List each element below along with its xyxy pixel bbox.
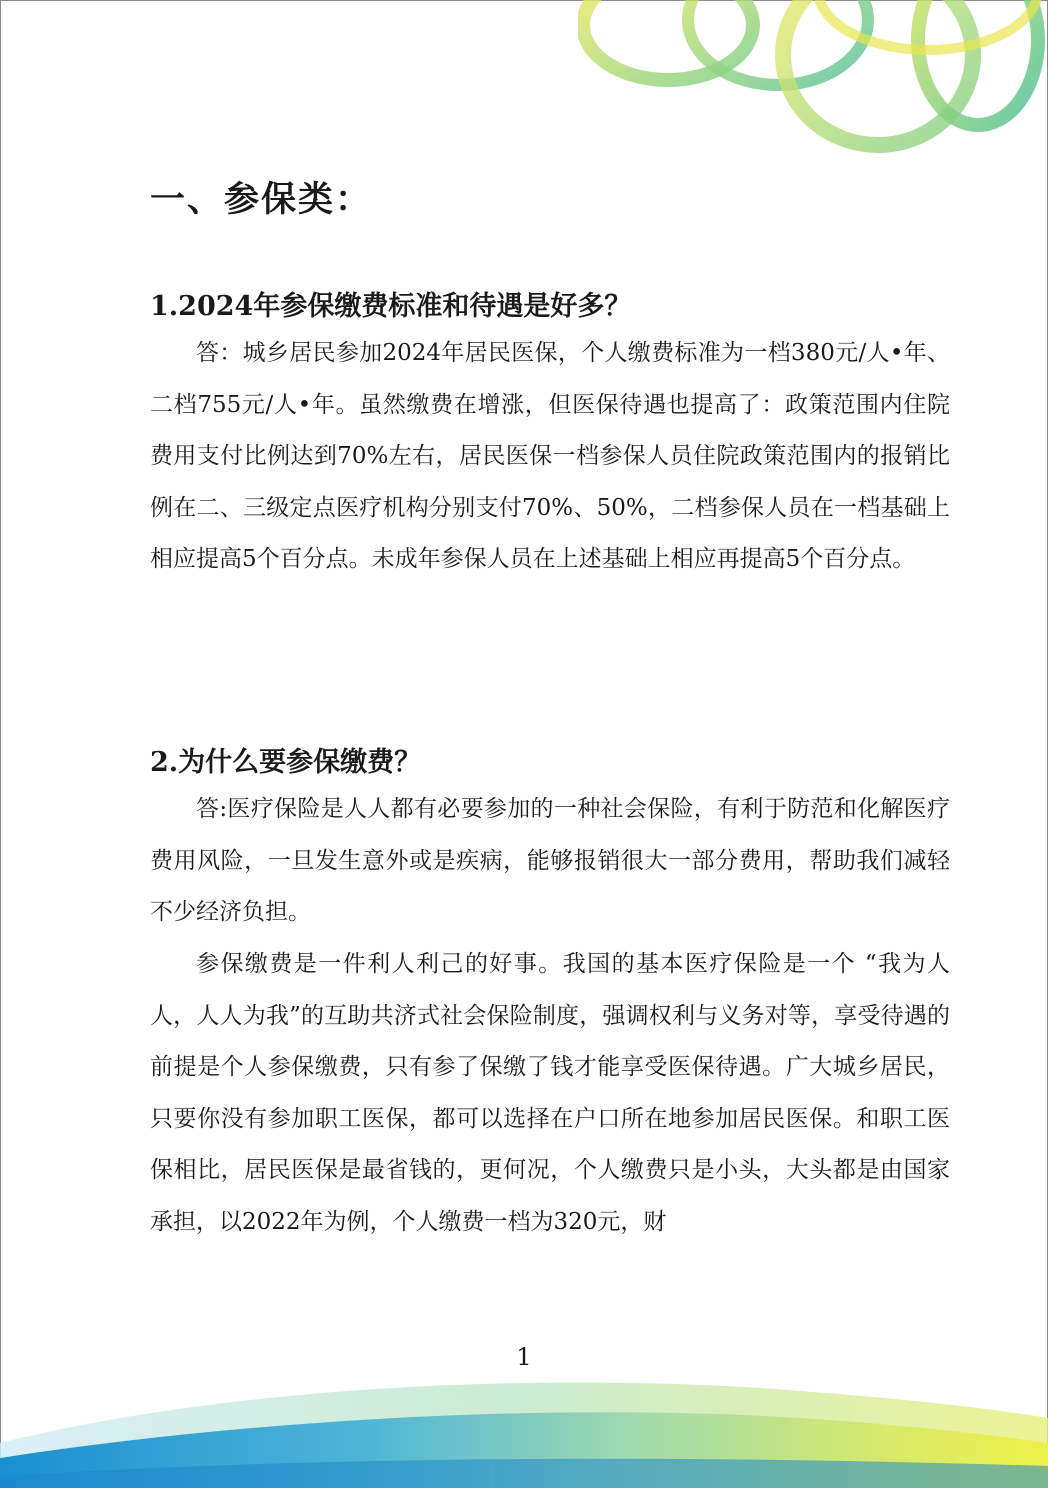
question-2-answer-paragraph-2: 参保缴费是一件利人利己的好事。我国的基本医疗保险是一个 “我为人人，人人为我”的互助共济式社会保险制度，强调权利与义务对等，享受待遇的前提是个人参保缴费，只有参了保缴了钱才能享受医保待遇。广大城乡居民，只要你没有参加职工医保，都可以选择在户口所在地参加居民医保。和职工医保相比，居民医保是最省钱的，更何况，个人缴费只是小头，大头都是由国家承担，以2022年为例，个人缴费一档为320元，财 — [150, 951, 950, 1235]
section-title: 一、参保类： — [150, 180, 373, 220]
decorative-wave-footer — [0, 1348, 1048, 1488]
question-1-title: 1.2024年参保缴费标准和待遇是好多？ — [150, 291, 632, 322]
page-number: 1 — [516, 1343, 532, 1371]
question-2-answer-paragraph-1: 答:医疗保险是人人都有必要参加的一种社会保险，有利于防范和化解医疗费用风险，一旦发生意外或是疾病，能够报销很大一部分费用，帮助我们减轻不少经济负担。 — [150, 796, 950, 925]
decorative-rings-graphic — [578, 0, 1048, 170]
question-1-answer: 答：城乡居民参加2024年居民医保，个人缴费标准为一档380元/人•年、二档755元/人•年。虽然缴费在增涨，但医保待遇也提高了：政策范围内住院费用支付比例达到70%左右，居民医保一档参保人员住院政策范围内的报销比例在二、三级定点医疗机构分别支付70%、50%，二档参保人员在一档基础上相应提高5个百分点。未成年参保人员在上述基础上相应再提高5个百分点。 — [150, 340, 950, 572]
question-2-title: 2.为什么要参保缴费？ — [150, 747, 422, 778]
